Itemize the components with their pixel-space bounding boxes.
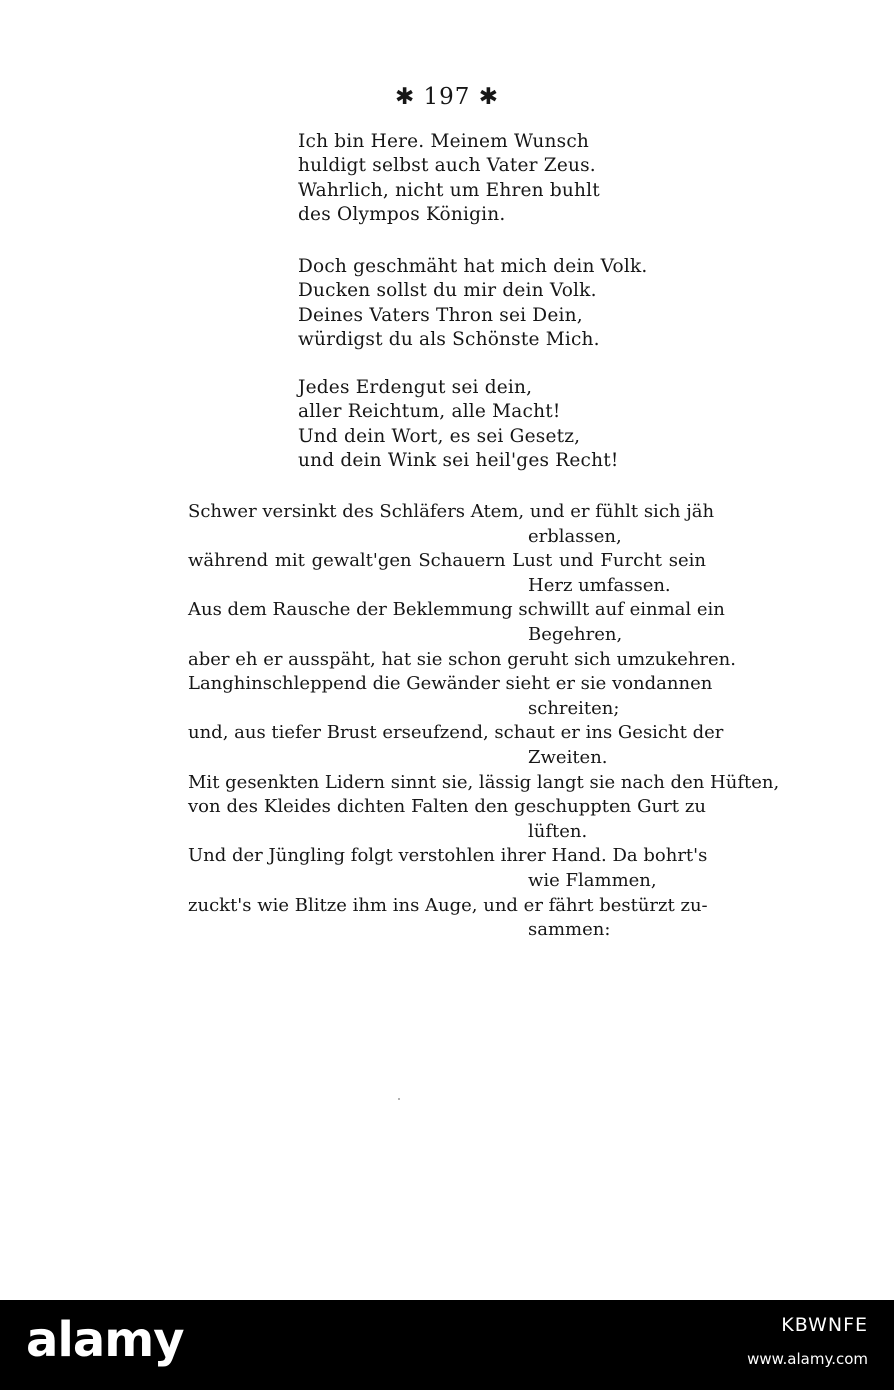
narrative-line-continuation: lüften.	[528, 820, 588, 842]
narrative-line: während mit gewalt'gen Schauern Lust und Furcht sein	[188, 550, 706, 572]
narrative-line: Und der Jüngling folgt verstohlen ihrer Hand. Da bohrt's	[188, 845, 708, 867]
image-id: KBWNFE	[781, 1314, 868, 1336]
site-url: www.alamy.com	[747, 1350, 868, 1368]
narrative-line-continuation: Herz umfassen.	[528, 574, 671, 596]
narrative-line-continuation: Begehren,	[528, 623, 623, 645]
poem-stanza-2	[298, 255, 718, 353]
verse-line: und dein Wink sei heil'ges Recht!	[298, 450, 619, 472]
narrative-line: Aus dem Rausche der Beklemmung schwillt auf einmal ein	[188, 599, 725, 621]
paper-speck	[398, 1098, 400, 1100]
watermark-footer	[0, 1300, 894, 1390]
narrative-line-continuation: sammen:	[528, 919, 611, 941]
verse-line: Deines Vaters Thron sei Dein,	[298, 304, 583, 326]
narrative-line: zuckt's wie Blitze ihm ins Auge, und er fährt bestürzt zu-	[188, 894, 708, 916]
narrative-line-continuation: schreiten;	[528, 697, 620, 719]
narrative-line: und, aus tiefer Brust erseufzend, schaut er ins Gesicht der	[188, 722, 724, 744]
verse-line: Wahrlich, nicht um Ehren buhlt	[298, 179, 600, 201]
narrative-verse	[188, 500, 780, 943]
verse-line: Ducken sollst du mir dein Volk.	[298, 280, 597, 302]
verse-line: würdigst du als Schönste Mich.	[298, 329, 600, 351]
verse-line: Doch geschmäht hat mich dein Volk.	[298, 256, 648, 277]
verse-line: Jedes Erdengut sei dein,	[298, 377, 533, 398]
narrative-line: Mit gesenkten Lidern sinnt sie, lässig langt sie nach den Hüften,	[188, 771, 780, 793]
narrative-line-continuation: wie Flammen,	[528, 869, 657, 891]
poem-stanza-3	[298, 376, 718, 474]
verse-line: Und dein Wort, es sei Gesetz,	[298, 425, 581, 447]
page-number: ✱ 197 ✱	[394, 84, 500, 110]
brand-logo: alamy	[26, 1312, 184, 1368]
narrative-line: von des Kleides dichten Falten den geschuppten Gurt zu	[188, 796, 706, 818]
narrative-line-continuation: erblassen,	[528, 525, 622, 547]
verse-line: Ich bin Here. Meinem Wunsch	[298, 131, 590, 152]
narrative-line: Schwer versinkt des Schläfers Atem, und er fühlt sich jäh	[188, 501, 715, 522]
narrative-line: Langhinschleppend die Gewänder sieht er sie vondannen	[188, 673, 713, 695]
narrative-line: aber eh er ausspäht, hat sie schon geruht sich umzukehren.	[188, 648, 736, 670]
verse-line: aller Reichtum, alle Macht!	[298, 401, 561, 423]
narrative-line-continuation: Zweiten.	[528, 746, 608, 768]
verse-line: huldigt selbst auch Vater Zeus.	[298, 155, 596, 177]
verse-line: des Olympos Königin.	[298, 204, 506, 226]
poem-stanza-1	[298, 130, 718, 228]
